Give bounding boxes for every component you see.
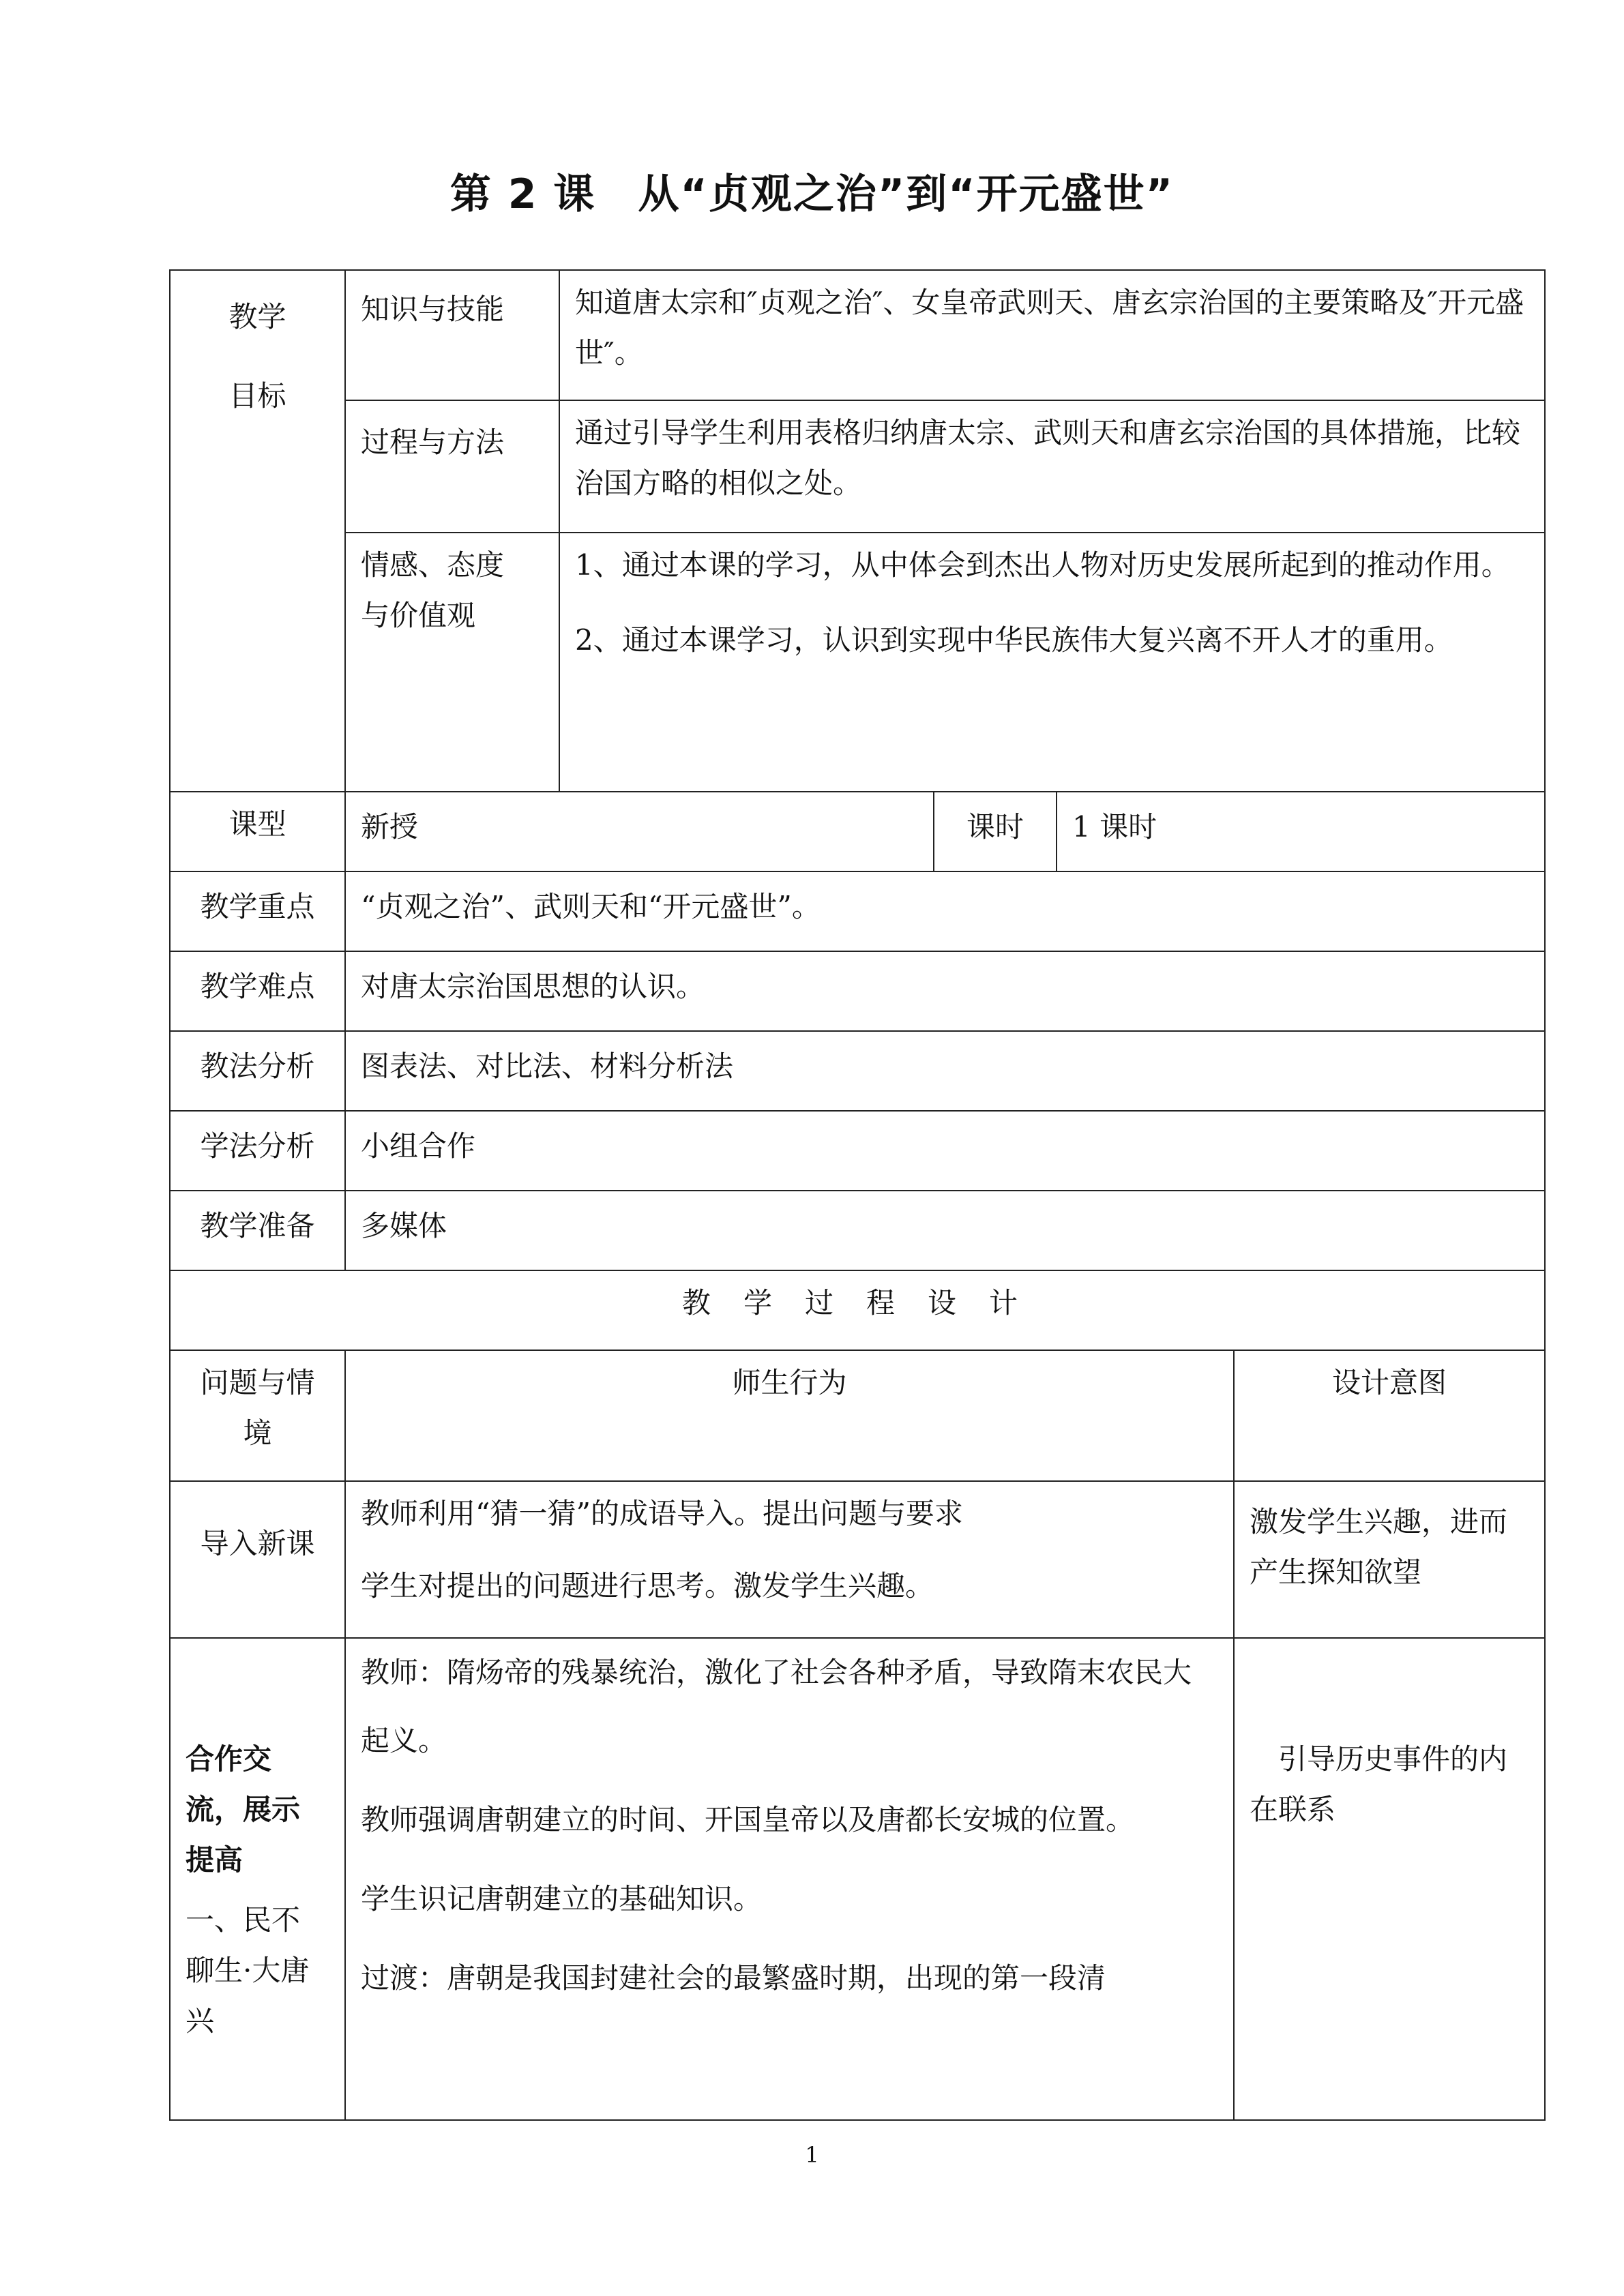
info-row [170, 951, 1545, 1031]
objective-process-row [170, 400, 1545, 533]
course-type-value: 新授 [345, 792, 934, 871]
info-row [170, 871, 1545, 951]
section-actions: 教师：隋炀帝的残暴统治，激化了社会各种矛盾，导致隋末农民大起义。 教师强调唐朝建立的时间、开国皇帝以及唐都长安城的位置。 学生识记唐朝建立的基础知识。 过渡：唐朝是我国封建社会的最繁盛时期，出现的第一段清 [345, 1638, 1234, 2120]
info-value: 图表法、对比法、材料分析法 [345, 1031, 1545, 1111]
intro-row [170, 1481, 1545, 1638]
info-value: 对唐太宗治国思想的认识。 [345, 951, 1545, 1031]
objectives-label: 教学 目标 [170, 270, 345, 792]
process-header-row [170, 1350, 1545, 1481]
info-value: “贞观之治”、武则天和“开元盛世”。 [345, 871, 1545, 951]
intro-label: 导入新课 [170, 1481, 345, 1638]
objective-knowledge-row [170, 270, 1545, 400]
intro-intent: 激发学生兴趣，进而产生探知欲望 [1234, 1481, 1545, 1638]
hours-label: 课时 [934, 792, 1057, 871]
info-value: 小组合作 [345, 1111, 1545, 1191]
knowledge-text: 知道唐太宗和″贞观之治″、女皇帝武则天、唐玄宗治国的主要策略及″开元盛世″。 [559, 270, 1545, 400]
process-text: 通过引导学生利用表格归纳唐太宗、武则天和唐玄宗治国的具体措施，比较治国方略的相似之处。 [559, 400, 1545, 533]
section-label: 合作交 流，展示 提高 一、民不 聊生·大唐 兴 [170, 1638, 345, 2120]
process-label: 过程与方法 [345, 400, 559, 533]
lesson-plan-table [169, 269, 1546, 2121]
hours-value: 1 课时 [1057, 792, 1545, 871]
info-row [170, 1031, 1545, 1111]
section-row [170, 1638, 1545, 2120]
info-label: 教学难点 [170, 951, 345, 1031]
info-label: 教法分析 [170, 1031, 345, 1111]
info-value: 多媒体 [345, 1191, 1545, 1270]
info-row [170, 1111, 1545, 1191]
design-heading-row [170, 1270, 1545, 1350]
knowledge-label: 知识与技能 [345, 270, 559, 400]
course-type-row [170, 792, 1545, 871]
page-title: 第 2 课 从“贞观之治”到“开元盛世” [449, 170, 1175, 218]
header-intent: 设计意图 [1234, 1350, 1545, 1481]
intro-actions: 教师利用“猜一猜”的成语导入。提出问题与要求 学生对提出的问题进行思考。激发学生兴趣。 [345, 1481, 1234, 1638]
header-scenario: 问题与情 境 [170, 1350, 345, 1481]
page-number: 1 [805, 2142, 819, 2168]
info-label: 学法分析 [170, 1111, 345, 1191]
design-heading: 教学过程设计 [170, 1270, 1545, 1350]
emotion-label: 情感、态度 与价值观 [345, 533, 559, 792]
emotion-text: 1、通过本课的学习，从中体会到杰出人物对历史发展所起到的推动作用。 2、通过本课学习，认识到实现中华民族伟大复兴离不开人才的重用。 [559, 533, 1545, 792]
info-label: 教学准备 [170, 1191, 345, 1270]
header-actions: 师生行为 [345, 1350, 1234, 1481]
info-row [170, 1191, 1545, 1270]
course-type-label: 课型 [170, 792, 345, 871]
objective-emotion-row [170, 533, 1545, 792]
section-intent: 引导历史事件的内在联系 [1234, 1638, 1545, 2120]
info-label: 教学重点 [170, 871, 345, 951]
